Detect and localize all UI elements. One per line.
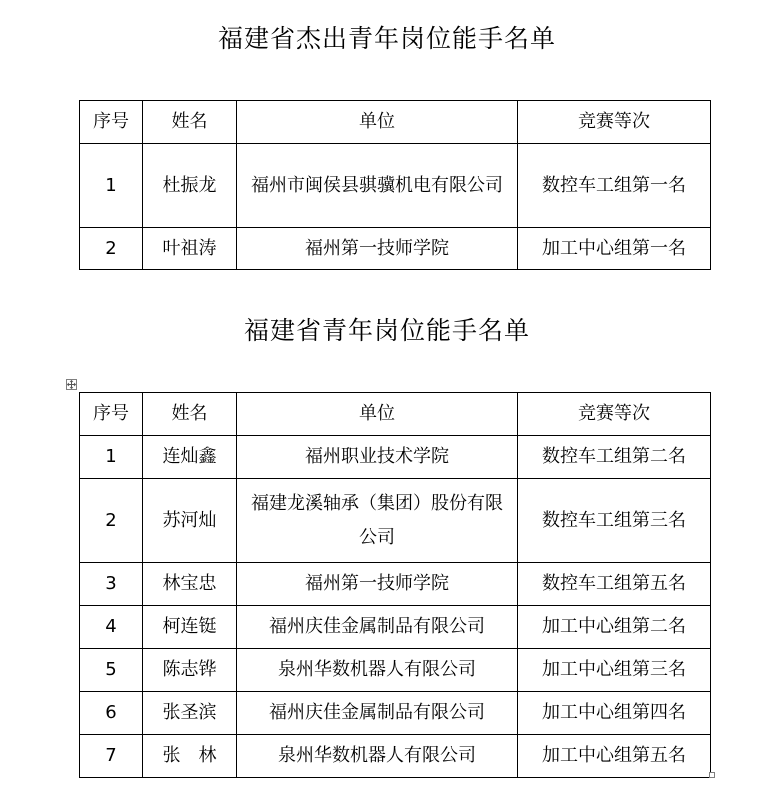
table-row	[80, 144, 711, 228]
cell-name: 杜振龙	[143, 144, 237, 228]
move-arrows-icon[interactable]	[66, 379, 77, 390]
header-cell-no: 序号	[80, 101, 143, 144]
table-row	[80, 563, 711, 606]
cell-rank: 数控车工组第三名	[518, 479, 711, 563]
cell-name: 张圣滨	[143, 692, 237, 735]
cell-name: 叶祖涛	[143, 228, 237, 270]
table-header-row	[80, 393, 711, 436]
cell-unit: 福州第一技师学院	[237, 563, 518, 606]
header-cell-unit: 单位	[237, 101, 518, 144]
table1-title: 福建省杰出青年岗位能手名单	[217, 24, 556, 53]
header-cell-rank: 竞赛等次	[518, 101, 711, 144]
cell-rank: 数控车工组第二名	[518, 436, 711, 479]
cell-rank: 加工中心组第二名	[518, 606, 711, 649]
table-row	[80, 735, 711, 778]
outstanding-youth-table	[79, 100, 711, 270]
table-row	[80, 436, 711, 479]
cell-no: 5	[80, 649, 143, 692]
table-row	[80, 649, 711, 692]
cell-name: 苏河灿	[143, 479, 237, 563]
cell-rank: 加工中心组第五名	[518, 735, 711, 778]
cell-rank: 数控车工组第一名	[518, 144, 711, 228]
table-row	[80, 692, 711, 735]
cell-unit: 泉州华数机器人有限公司	[237, 735, 518, 778]
table-row	[80, 606, 711, 649]
header-cell-name: 姓名	[143, 101, 237, 144]
cell-unit: 福州职业技术学院	[237, 436, 518, 479]
resize-square-icon[interactable]	[709, 772, 715, 778]
table-header-row	[80, 101, 711, 144]
cell-name: 连灿鑫	[143, 436, 237, 479]
cell-name: 陈志铧	[143, 649, 237, 692]
table2-title: 福建省青年岗位能手名单	[243, 316, 530, 345]
cell-unit: 泉州华数机器人有限公司	[237, 649, 518, 692]
cell-name: 张 林	[143, 735, 237, 778]
cell-no: 7	[80, 735, 143, 778]
cell-rank: 加工中心组第四名	[518, 692, 711, 735]
cell-no: 2	[80, 479, 143, 563]
cell-rank: 数控车工组第五名	[518, 563, 711, 606]
cell-unit: 福州市闽侯县骐骥机电有限公司	[237, 144, 518, 228]
cell-unit: 福州庆佳金属制品有限公司	[237, 606, 518, 649]
cell-unit: 福建龙溪轴承（集团）股份有限公司	[237, 479, 518, 563]
youth-table	[79, 392, 711, 778]
cell-no: 3	[80, 563, 143, 606]
cell-name: 林宝忠	[143, 563, 237, 606]
cell-name: 柯连铤	[143, 606, 237, 649]
cell-no: 6	[80, 692, 143, 735]
table-row	[80, 479, 711, 563]
cell-no: 2	[80, 228, 143, 270]
header-cell-name: 姓名	[143, 393, 237, 436]
cell-no: 1	[80, 144, 143, 228]
cell-rank: 加工中心组第三名	[518, 649, 711, 692]
cell-unit: 福州庆佳金属制品有限公司	[237, 692, 518, 735]
cell-no: 1	[80, 436, 143, 479]
header-cell-no: 序号	[80, 393, 143, 436]
table-row	[80, 228, 711, 270]
header-cell-unit: 单位	[237, 393, 518, 436]
header-cell-rank: 竞赛等次	[518, 393, 711, 436]
cell-rank: 加工中心组第一名	[518, 228, 711, 270]
cell-unit: 福州第一技师学院	[237, 228, 518, 270]
cell-no: 4	[80, 606, 143, 649]
